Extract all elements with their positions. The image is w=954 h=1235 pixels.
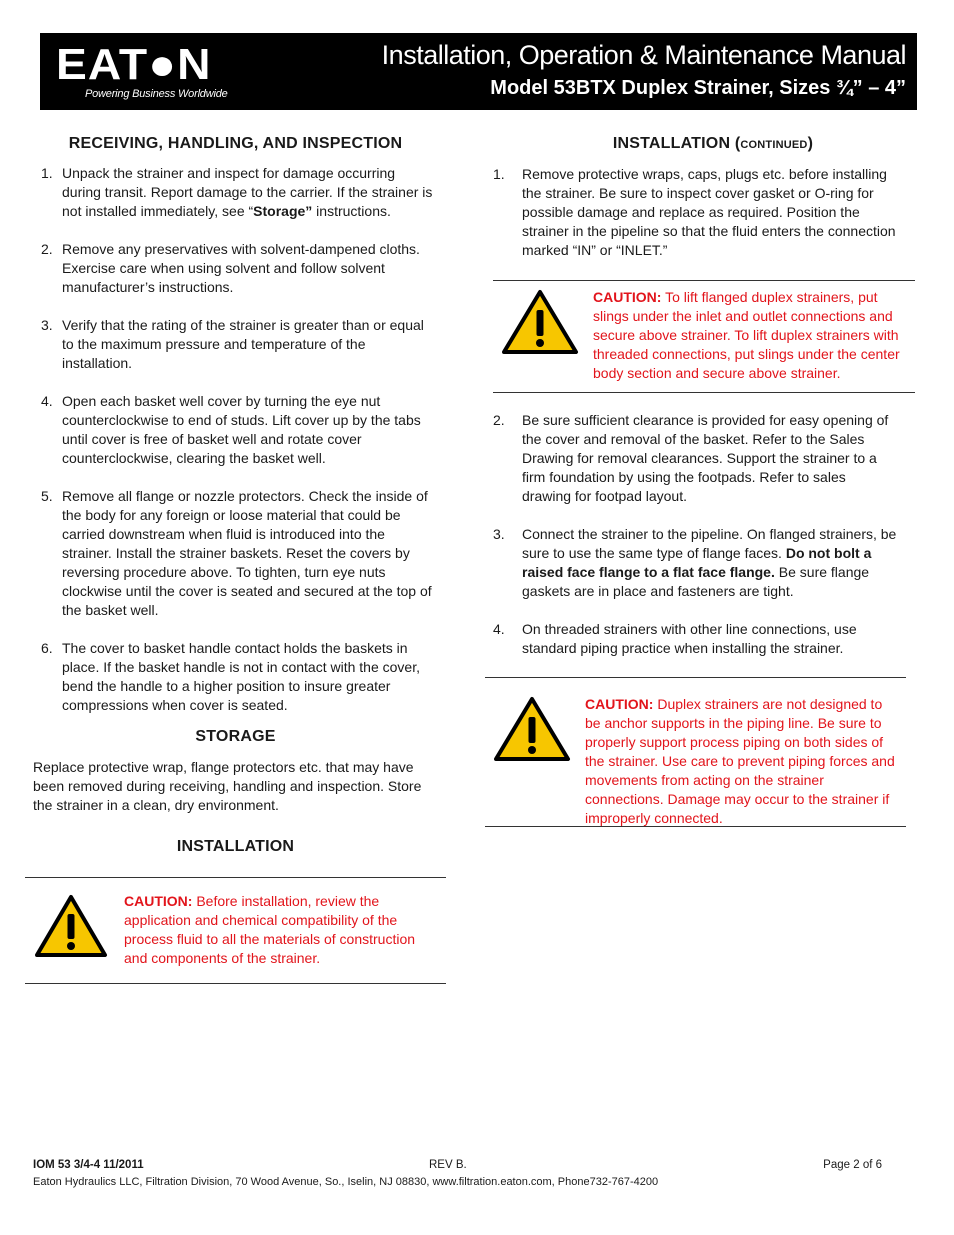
storage-text: Replace protective wrap, flange protectors etc. that may have been removed during receiving, handling and inspection. Store the strainer in a clean, dry environment. (33, 759, 422, 813)
list-item: 1. Unpack the strainer and inspect for damage occurring during transit. Report damage to the carrier. If the strainer is not installed immediately, see “Storage” instructions. (41, 165, 433, 219)
revision: REV B. (429, 1159, 467, 1171)
warning-triangle-icon (34, 894, 108, 958)
list-item: 3. Connect the strainer to the pipeline. On flanged strainers, be sure to use the same type of flange faces. Do not bolt a raised face flange to a flat face flange. Be sure flange gaskets are in place and fasteners are tight. (493, 526, 897, 599)
model-subtitle: Model 53BTX Duplex Strainer, Sizes ¾” – 4” (490, 77, 906, 99)
caution-text: CAUTION: Duplex strainers are not designed to be anchor supports in the piping line. Be sure to properly support process piping on both sides of the strainer. Use care to prevent piping forces and movements from acting on the strainer connections. Damage may occur to the strainer if improperly connected. (585, 696, 895, 826)
installation-list-1 (493, 165, 898, 260)
installation-heading: INSTALLATION (176, 838, 295, 855)
caution-box-install (25, 877, 446, 984)
list-item: 3. Verify that the rating of the strainer is greater than or equal to the maximum pressure and temperature of the installation. (41, 317, 424, 371)
caution-box-lifting (493, 280, 915, 393)
list-item: 4. Open each basket well cover by turning the eye nut counterclockwise to end of studs. Lift cover up by the tabs until cover is free of basket well and rotate cover counterclockwise, clearing the basket well. (41, 393, 421, 466)
document-id: IOM 53 3/4-4 11/2011 (33, 1159, 144, 1171)
installation-list-2 (493, 411, 898, 677)
list-item: 2. Be sure sufficient clearance is provided for easy opening of the cover and removal of the basket. Refer to the Sales Drawing for removal clearances. Support the strainer to a firm foundation by using the footpads. Refer to sales drawing for footpad layout. (493, 412, 889, 504)
page-footer (33, 1159, 882, 1188)
logo-wordmark: EAT●N (56, 40, 212, 89)
list-item: 4. On threaded strainers with other line connections, use standard piping practice when installing the strainer. (493, 621, 857, 656)
installation-continued-heading: INSTALLATION (CONTINUED) (612, 135, 814, 152)
storage-heading: STORAGE (195, 728, 276, 745)
warning-triangle-icon (501, 289, 579, 355)
logo-tagline: Powering Business Worldwide (85, 88, 228, 100)
list-item: 5. Remove all flange or nozzle protectors. Check the inside of the body for any foreign or loose material that could be carried downstream when fluid is introduced into the strainer. Install the strainer baskets. Reset the covers by reversing procedure above. To tighten, turn eye nuts clockwise until the cover is seated and secured at the top of the basket well. (41, 488, 432, 618)
company-address: Eaton Hydraulics LLC, Filtration Division, 70 Wood Avenue, So., Iselin, NJ 08830, www.filtration.eaton.com, Phone732-767-4200 (33, 1176, 659, 1188)
caution-text: CAUTION: To lift flanged duplex strainers, put slings under the inlet and outlet connections and secure above strainer. To lift duplex strainers with threaded connections, put slings under the center body section and secure above strainer. (593, 289, 900, 381)
caution-box-anchor (485, 677, 906, 827)
manual-title: Installation, Operation & Maintenance Manual (381, 40, 906, 70)
right-column (493, 134, 913, 279)
eaton-logo (56, 40, 256, 103)
warning-triangle-icon (493, 696, 571, 762)
list-item: 6. The cover to basket handle contact holds the baskets in place. If the basket handle is not in contact with the cover, bend the handle to a higher position to insure greater compressions when cover is seated. (41, 640, 420, 713)
caution-text: CAUTION: Before installation, review the application and chemical compatibility of the process fluid to all the materials of construction and components of the strainer. (124, 893, 416, 966)
left-column (33, 134, 438, 857)
page-number: Page 2 of 6 (823, 1159, 882, 1171)
receiving-heading: RECEIVING, HANDLING, AND INSPECTION (68, 135, 403, 152)
receiving-list (33, 164, 433, 715)
header-banner (40, 33, 917, 110)
list-item: 2. Remove any preservatives with solvent-dampened cloths. Exercise care when using solvent and follow solvent manufacturer’s instructions. (41, 241, 420, 295)
list-item: 1. Remove protective wraps, caps, plugs etc. before installing the strainer. Be sure to inspect cover gasket or O-ring for possible damage and replace as required. Position the strainer in the pipeline so that the fluid enters the connection marked “IN” or “INLET.” (493, 166, 896, 258)
